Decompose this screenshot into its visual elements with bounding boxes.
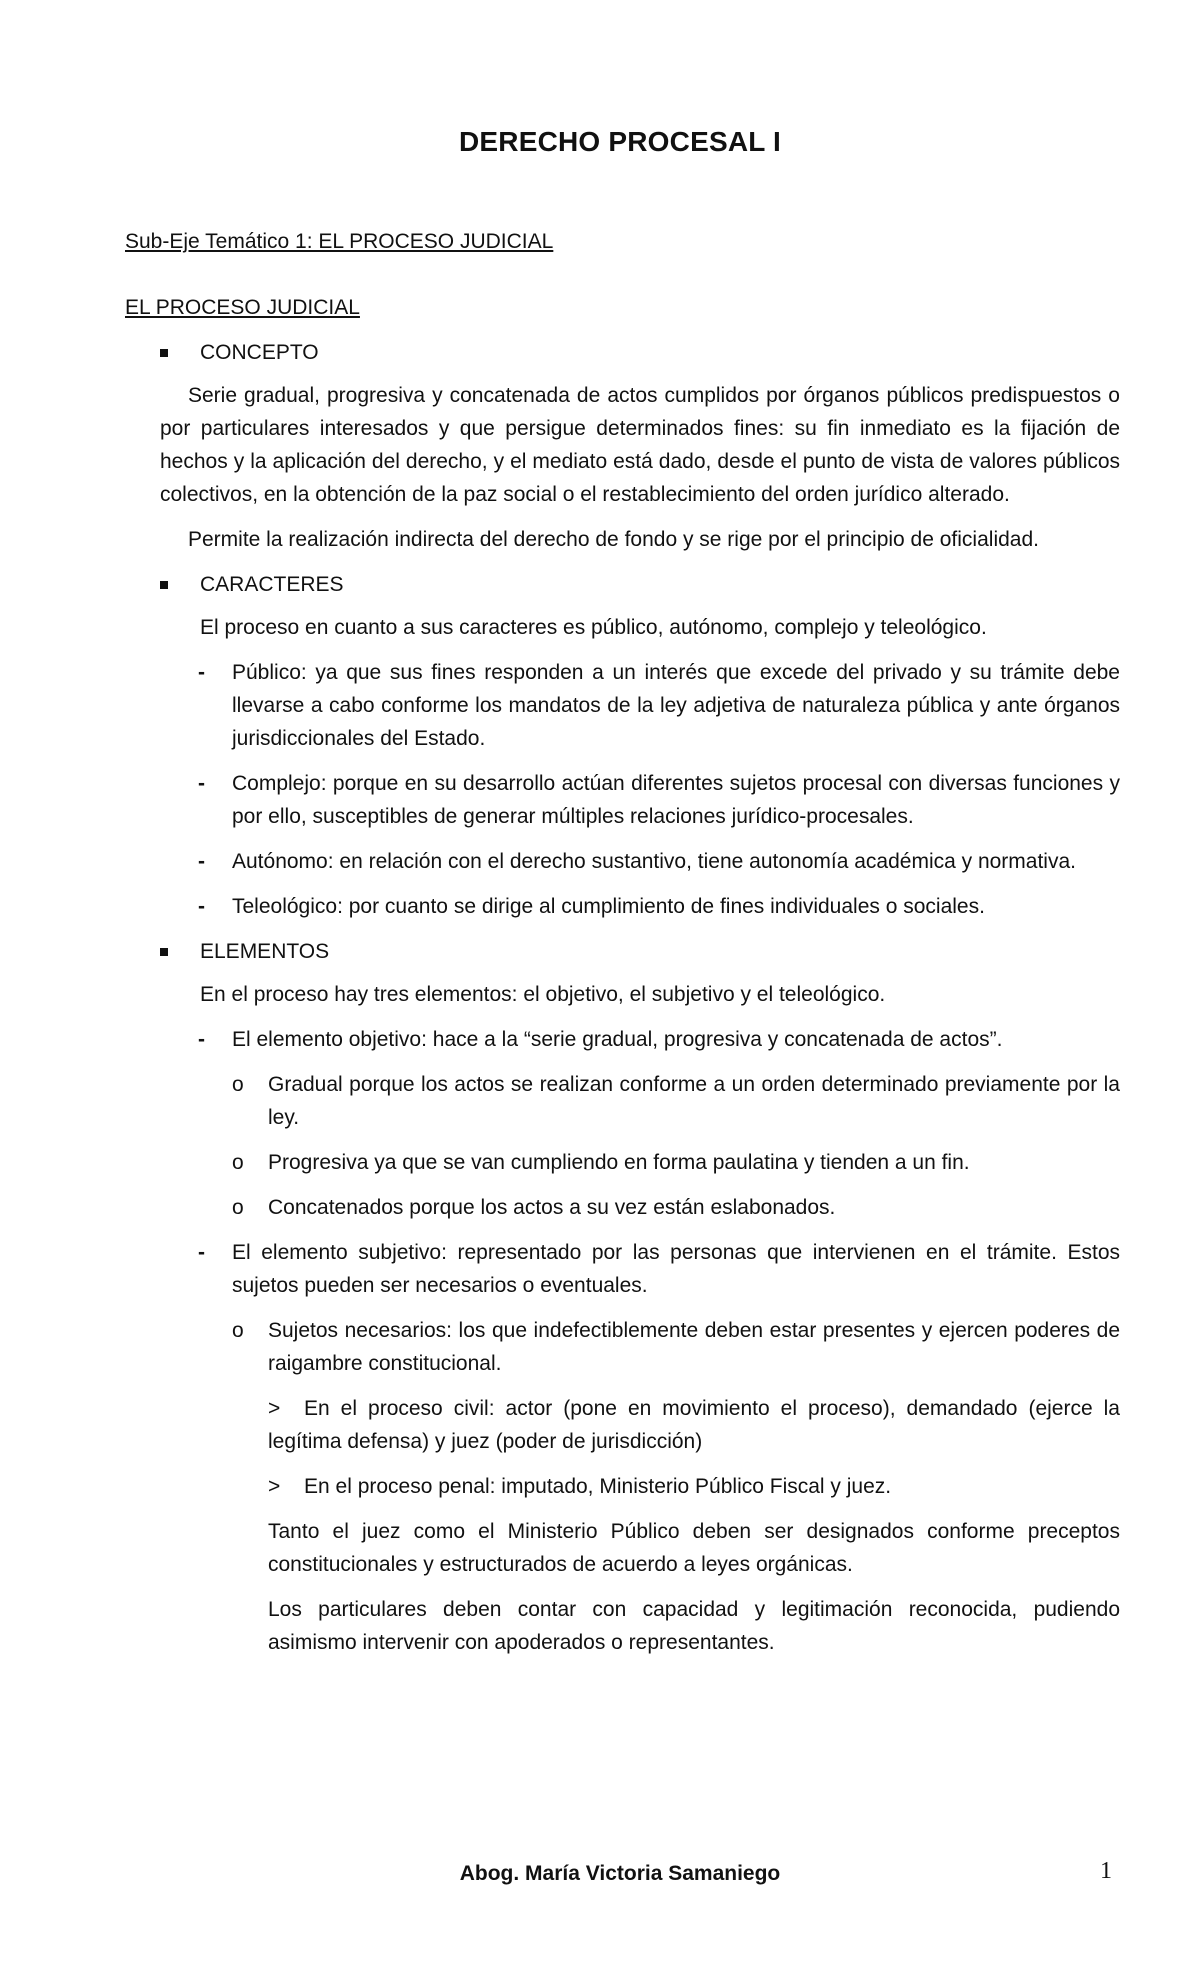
sujetos-necesarios xyxy=(160,1314,1120,1380)
page-number: 1 xyxy=(1100,1858,1112,1884)
paragraph-particulares: Los particulares deben contar con capacidad y legitimación reconocida, pudiendo asimismo intervenir con apoderados o representantes. xyxy=(268,1598,1120,1654)
objetivo-progresiva xyxy=(160,1146,1120,1179)
circle-marker: o xyxy=(232,1319,244,1342)
square-bullet-icon xyxy=(160,581,168,589)
caracter-teleologico xyxy=(160,890,1120,923)
circle-marker: o xyxy=(232,1073,244,1096)
elementos-intro: En el proceso hay tres elementos: el objetivo, el subjetivo y el teleológico. xyxy=(200,983,886,1006)
objetivo-gradual-text: Gradual porque los actos se realizan conforme a un orden determinado previamente por la ley. xyxy=(268,1073,1120,1129)
caracter-complejo-text: Complejo: porque en su desarrollo actúan diferentes sujetos procesal con diversas funciones y por ello, susceptibles de generar múltiples relaciones jurídico-procesales. xyxy=(232,772,1120,828)
elementos-heading xyxy=(160,935,1120,968)
arrow-marker: > xyxy=(268,1475,281,1498)
concepto-heading-text: CONCEPTO xyxy=(200,341,319,364)
objetivo-concatenados xyxy=(160,1191,1120,1224)
caracter-autonomo xyxy=(160,845,1120,878)
footer-author: Abog. María Victoria Samaniego xyxy=(459,1862,781,1885)
caracteres-heading-text: CARACTERES xyxy=(200,573,344,596)
dash-marker: - xyxy=(198,772,205,795)
dash-marker: - xyxy=(198,1028,205,1051)
dash-marker: - xyxy=(198,1241,205,1264)
caracter-complejo xyxy=(160,767,1120,833)
document-body xyxy=(160,336,1120,1671)
caracter-autonomo-text: Autónomo: en relación con el derecho sustantivo, tiene autonomía académica y normativa. xyxy=(232,850,1076,873)
elementos-heading-text: ELEMENTOS xyxy=(200,940,330,963)
document-title: DERECHO PROCESAL I xyxy=(458,126,782,157)
concepto-paragraph-1: Serie gradual, progresiva y concatenada de actos cumplidos por órganos públicos predispuestos o por particulares interesados y que persigue determinados fines: su fin inmediato es la fijación de hechos y la aplicación del derecho, y el mediato está dado, desde el punto de vista de valores públicos colectivos, en la obtención de la paz social o el restablecimiento del orden jurídico alterado. xyxy=(160,384,1120,506)
proceso-civil xyxy=(268,1392,1120,1458)
objetivo-concatenados-text: Concatenados porque los actos a su vez están eslabonados. xyxy=(268,1196,836,1219)
proceso-penal xyxy=(268,1470,1120,1503)
section-title: EL PROCESO JUDICIAL xyxy=(125,296,360,319)
proceso-penal-text: En el proceso penal: imputado, Ministerio Público Fiscal y juez. xyxy=(304,1475,892,1498)
elemento-objetivo xyxy=(160,1023,1120,1056)
square-bullet-icon xyxy=(160,349,168,357)
dash-marker: - xyxy=(198,661,205,684)
elemento-subjetivo-text: El elemento subjetivo: representado por las personas que intervienen en el trámite. Estos sujetos pueden ser necesarios o eventuales. xyxy=(232,1241,1120,1297)
circle-marker: o xyxy=(232,1151,244,1174)
sujetos-necesarios-text: Sujetos necesarios: los que indefectiblemente deben estar presentes y ejercen poderes de raigambre constitucional. xyxy=(268,1319,1120,1375)
elemento-subjetivo xyxy=(160,1236,1120,1302)
arrow-marker: > xyxy=(268,1397,281,1420)
concepto-heading xyxy=(160,336,1120,369)
concepto-paragraph-2: Permite la realización indirecta del derecho de fondo y se rige por el principio de oficialidad. xyxy=(188,528,1039,551)
square-bullet-icon xyxy=(160,948,168,956)
caracteres-intro: El proceso en cuanto a sus caracteres es público, autónomo, complejo y teleológico. xyxy=(200,616,987,639)
objetivo-progresiva-text: Progresiva ya que se van cumpliendo en forma paulatina y tienden a un fin. xyxy=(268,1151,970,1174)
caracter-teleologico-text: Teleológico: por cuanto se dirige al cumplimiento de fines individuales o sociales. xyxy=(232,895,985,918)
objetivo-gradual xyxy=(160,1068,1120,1134)
caracteres-heading xyxy=(160,568,1120,601)
dash-marker: - xyxy=(198,850,205,873)
sub-eje-heading: Sub-Eje Temático 1: EL PROCESO JUDICIAL xyxy=(125,230,554,253)
dash-marker: - xyxy=(198,895,205,918)
paragraph-juez: Tanto el juez como el Ministerio Público deben ser designados conforme preceptos constitucionales y estructurados de acuerdo a leyes orgánicas. xyxy=(268,1520,1120,1576)
caracter-publico-text: Público: ya que sus fines responden a un interés que excede del privado y su trámite debe llevarse a cabo conforme los mandatos de la ley adjetiva de naturaleza pública y ante órganos jurisdiccionales del Estado. xyxy=(232,661,1120,750)
elemento-objetivo-text: El elemento objetivo: hace a la “serie gradual, progresiva y concatenada de actos”. xyxy=(232,1028,1003,1051)
proceso-civil-text: En el proceso civil: actor (pone en movimiento el proceso), demandado (ejerce la legítima defensa) y juez (poder de jurisdicción) xyxy=(268,1397,1120,1453)
circle-marker: o xyxy=(232,1196,244,1219)
caracter-publico xyxy=(160,656,1120,755)
